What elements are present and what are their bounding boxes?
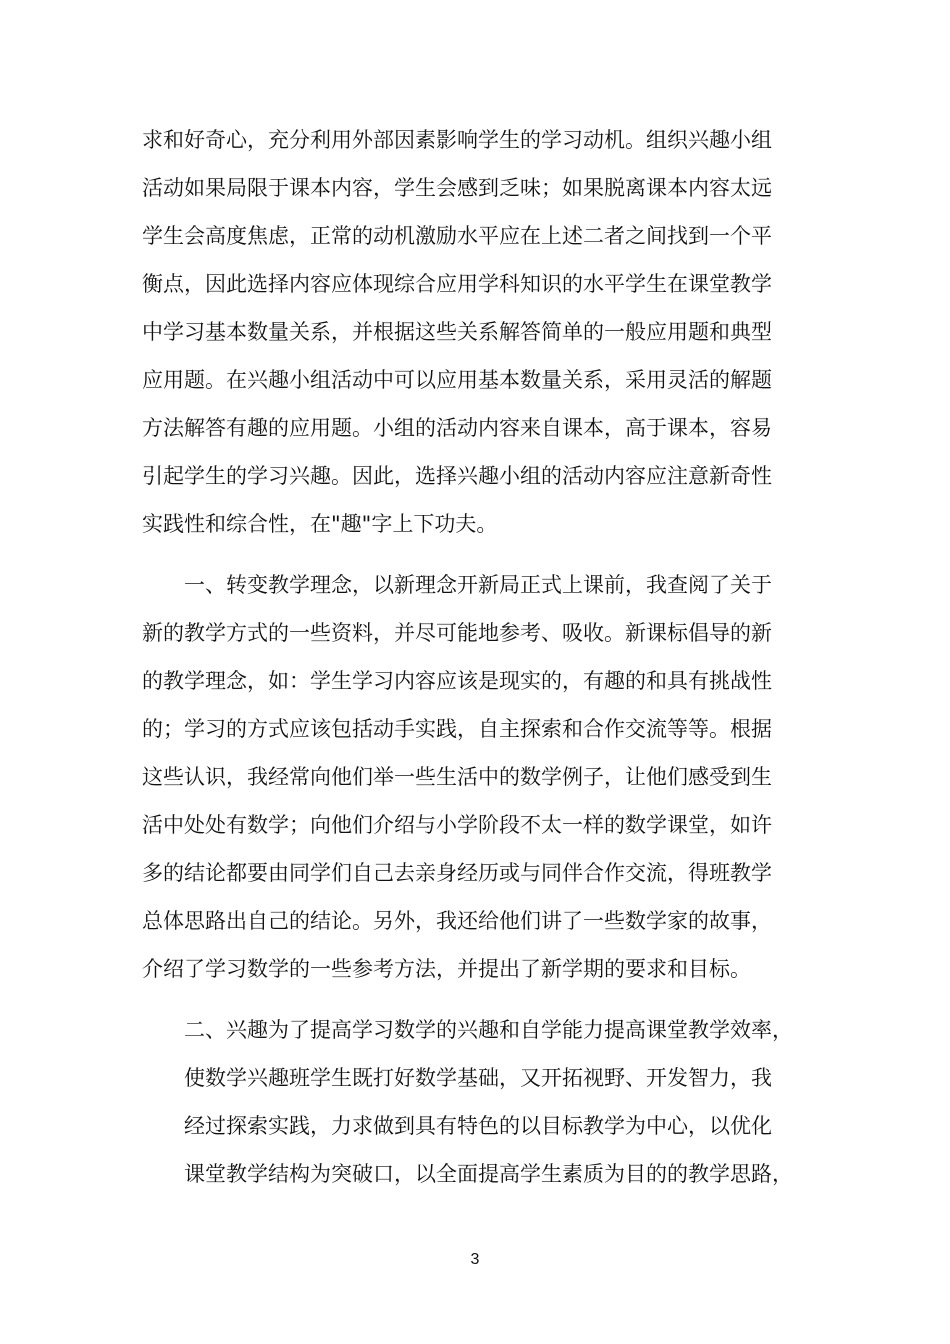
page-number: 3 xyxy=(470,1251,480,1268)
text-line: 新的教学方式的一些资料，并尽可能地参考、吸收。新课标倡导的新 xyxy=(142,621,772,645)
text-line: 这些认识，我经常向他们举一些生活中的数学例子，让他们感受到生 xyxy=(142,765,772,789)
text-line: 学生会高度焦虑，正常的动机激励水平应在上述二者之间找到一个平 xyxy=(142,224,772,248)
text-line: 求和好奇心，充分利用外部因素影响学生的学习动机。组织兴趣小组 xyxy=(142,128,772,152)
text-line: 多的结论都要由同学们自己去亲身经历或与同伴合作交流，得班教学 xyxy=(142,861,772,885)
text-line: 方法解答有趣的应用题。小组的活动内容来自课本，高于课本，容易 xyxy=(142,416,772,440)
text-line: 一、转变教学理念，以新理念开新局正式上课前，我查阅了关于 xyxy=(184,573,772,597)
text-line: 实践性和综合性，在"趣"字上下功夫。 xyxy=(142,512,498,536)
text-line: 的教学理念，如：学生学习内容应该是现实的，有趣的和具有挑战性 xyxy=(142,669,772,693)
text-line: 衡点，因此选择内容应体现综合应用学科知识的水平学生在课堂教学 xyxy=(142,272,772,296)
text-line: 应用题。在兴趣小组活动中可以应用基本数量关系，采用灵活的解题 xyxy=(142,368,772,392)
text-line: 介绍了学习数学的一些参考方法，并提出了新学期的要求和目标。 xyxy=(142,957,751,981)
text-line: 活中处处有数学；向他们介绍与小学阶段不太一样的数学课堂，如许 xyxy=(142,813,772,837)
text-line: 活动如果局限于课本内容，学生会感到乏味；如果脱离课本内容太远 xyxy=(142,176,772,200)
text-line: 中学习基本数量关系，并根据这些关系解答简单的一般应用题和典型 xyxy=(142,320,772,344)
text-line: 使数学兴趣班学生既打好数学基础，又开拓视野、开发智力，我 xyxy=(184,1066,772,1090)
text-line: 经过探索实践，力求做到具有特色的以目标教学为中心，以优化 xyxy=(184,1114,772,1138)
text-line: 的；学习的方式应该包括动手实践，自主探索和合作交流等等。根据 xyxy=(142,717,772,741)
text-line: 总体思路出自己的结论。另外，我还给他们讲了一些数学家的故事， xyxy=(142,909,772,933)
text-line: 引起学生的学习兴趣。因此，选择兴趣小组的活动内容应注意新奇性 xyxy=(142,464,772,488)
text-line: 二、兴趣为了提高学习数学的兴趣和自学能力提高课堂教学效率， xyxy=(184,1018,793,1042)
text-line: 课堂教学结构为突破口，以全面提高学生素质为目的的教学思路， xyxy=(184,1162,793,1186)
